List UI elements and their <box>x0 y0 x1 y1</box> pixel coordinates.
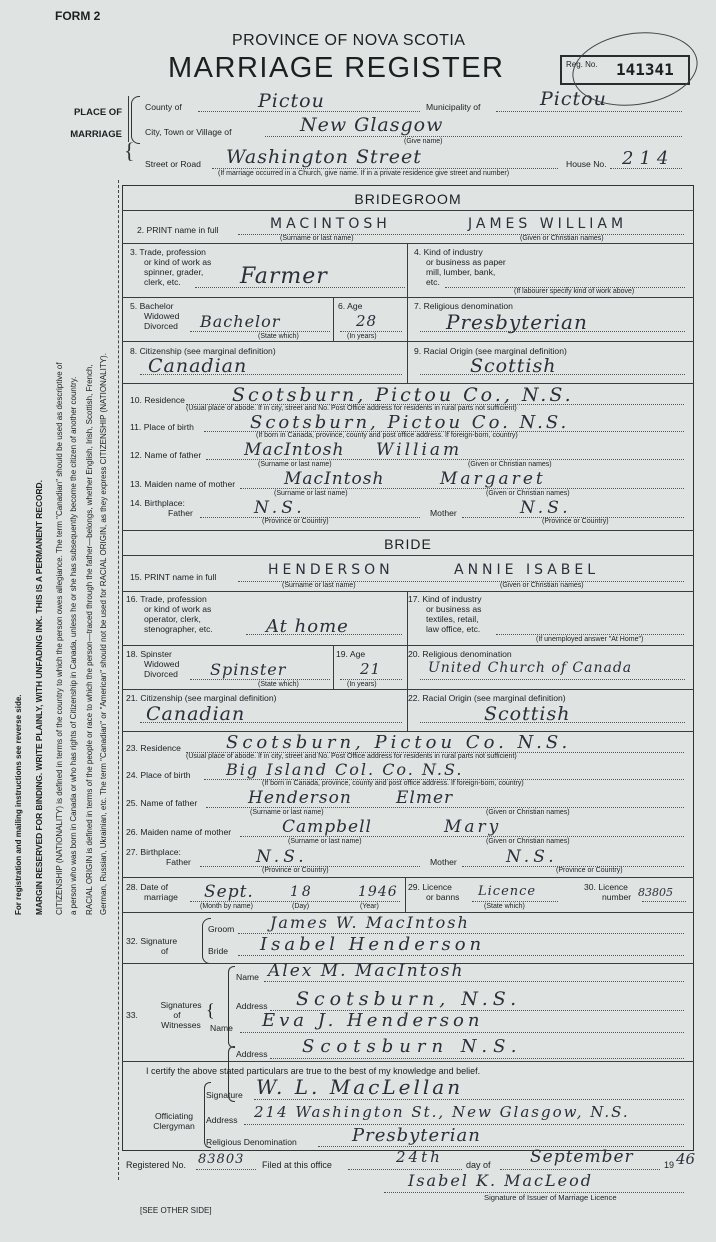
house-label: House No. <box>566 159 607 169</box>
groom-racial-label: 9. Racial Origin (see marginal definition) <box>414 346 567 356</box>
reg-no: 141341 <box>616 60 674 79</box>
groom-age: 28 <box>356 312 378 330</box>
w1-address-label: Address <box>236 1001 268 1011</box>
bride-religion: United Church of Canada <box>428 660 633 676</box>
filed-month: September <box>530 1147 634 1167</box>
municipality-value: Pictou <box>540 88 607 110</box>
bridegroom-heading: BRIDEGROOM <box>354 191 462 207</box>
issuer-signature: Isabel K. MacLeod <box>408 1171 593 1190</box>
registered-label: Registered No. <box>126 1160 187 1170</box>
groom-surname: MACINTOSH <box>270 216 391 232</box>
bride-father-bp-sub: (Province or Country) <box>262 867 329 874</box>
groom-sig-label: Groom <box>208 924 235 934</box>
groom-father-bp-sub: (Province or Country) <box>262 518 329 525</box>
w1-address: Scotsburn, N.S. <box>296 988 522 1010</box>
groom-trade-label: 3. Trade, profession or kind of work as spinner, grader, clerk, etc. <box>130 247 212 287</box>
bride-mother-bp-label: Mother <box>430 857 457 867</box>
groom-father-surname: MacIntosh <box>244 440 345 460</box>
bride-mother-surname: Campbell <box>282 817 372 837</box>
clergy-address-label: Address <box>206 1115 238 1125</box>
county-label: County of <box>145 102 182 112</box>
groom-father-sub-s: (Surname or last name) <box>258 461 332 468</box>
groom-father-birthplace: N.S. <box>254 498 306 518</box>
margin-citizenship-1: CITIZENSHIP (NATIONALITY) is defined in terms of the country to which the person owes allegiance. The term "Canadian" should be used as descriptive of <box>55 362 64 915</box>
bride-signature: Isabel Henderson <box>260 934 486 955</box>
bride-father-sub-s: (Surname or last name) <box>250 809 324 816</box>
groom-mother-bp-sub: (Province or Country) <box>542 518 609 525</box>
street-value: Washington Street <box>226 146 422 168</box>
groom-mother-given: Margaret <box>440 469 546 489</box>
w2-name: Eva J. Henderson <box>262 1010 484 1031</box>
bride-birth-label: 24. Place of birth <box>126 770 191 780</box>
groom-trade: Farmer <box>240 264 328 289</box>
groom-state-which: (State which) <box>258 333 299 340</box>
groom-name-label: 2. PRINT name in full <box>137 225 219 235</box>
bride-industry-label: 17. Kind of industry or business as textiles, retail, law office, etc. <box>408 594 482 634</box>
groom-birthplace-label: 14. Birthplace: Father <box>130 498 193 518</box>
bride-father-surname: Henderson <box>248 788 352 808</box>
bride-mother-sub-s: (Surname or last name) <box>288 838 362 845</box>
bride-name-label: 15. PRINT name in full <box>130 572 217 582</box>
bride-age: 21 <box>360 660 382 678</box>
house-value: 214 <box>622 148 675 169</box>
bride-mother-label: 26. Maiden name of mother <box>126 827 232 837</box>
margin-citizenship-2: a person who was born in Canada or who has rights of Citizenship in Canada, unless he or she has subsequently become the citizen of another country. <box>69 376 78 915</box>
street-label: Street or Road <box>145 159 201 169</box>
bride-father-label: 25. Name of father <box>126 798 198 808</box>
reg-no-label: Reg. No. <box>566 60 598 69</box>
w2-address-label: Address <box>236 1049 268 1059</box>
w2-name-label: Name <box>210 1023 233 1033</box>
bride-surname: HENDERSON <box>268 562 394 578</box>
margin-instructions: For registration and mailing instructions see reverse side. <box>14 694 23 915</box>
give-name-note: (Give name) <box>404 138 443 145</box>
bride-citizenship-label: 21. Citizenship (see marginal definition) <box>126 693 277 703</box>
street-note: (If marriage occurred in a Church, give name. If in a private residence give street and number) <box>218 170 510 177</box>
bride-mother-bp-sub: (Province or Country) <box>556 867 623 874</box>
filed-label: Filed at this office <box>262 1160 332 1170</box>
sig-couple-label: 32. Signature of <box>126 936 178 956</box>
clergy-sig-label: Signature <box>206 1090 243 1100</box>
groom-signature: James W. MacIntosh <box>270 913 470 932</box>
groom-birth-note: (If born in Canada, province, county and post office address. If foreign-born, country) <box>256 432 518 439</box>
margin-racial-1: RACIAL ORIGIN is defined in terms of the people or race to which the person—traced through the father—belongs, whether English, Irish, Scottish, French, <box>85 364 94 915</box>
bride-birth: Big Island Col. Co. N.S. <box>226 760 464 779</box>
day-of-label: day of <box>466 1160 491 1170</box>
groom-residence-note: (Usual place of abode. If in city, street and No. Post Office address for residents in rural parts not sufficient) <box>186 405 517 412</box>
groom-mother-surname: MacIntosh <box>284 469 385 489</box>
bride-father-given: Elmer <box>396 788 454 808</box>
groom-given-sub: (Given or Christian names) <box>520 235 604 242</box>
licence-number: 83805 <box>638 886 673 899</box>
city-value: New Glasgow <box>300 114 444 136</box>
year-prefix: 19 <box>664 1160 675 1170</box>
groom-age-label: 6. Age <box>338 301 363 311</box>
city-label: City, Town or Village of <box>145 127 232 137</box>
registered-no: 83803 <box>198 1152 245 1167</box>
bride-mother-sub-g: (Given or Christian names) <box>486 838 570 845</box>
bride-mother-given: Mary <box>444 817 502 837</box>
groom-father-label: 12. Name of father <box>130 450 202 460</box>
licence-banns-sub: (State which) <box>484 903 525 910</box>
licence-banns-label: 29. Licence or banns <box>408 882 460 902</box>
groom-residence: Scotsburn, Pictou Co., N.S. <box>232 384 574 406</box>
marriage-day: 18 <box>290 884 314 900</box>
filed-day: 24th <box>396 1148 443 1166</box>
groom-mother-sub-s: (Surname or last name) <box>274 490 348 497</box>
county-value: Pictou <box>258 90 325 112</box>
groom-birth-label: 11. Place of birth <box>130 422 194 432</box>
bride-in-years: (In years) <box>347 681 377 688</box>
bride-heading: BRIDE <box>384 536 432 552</box>
groom-mother-birthplace: N.S. <box>520 498 572 518</box>
groom-given: JAMES WILLIAM <box>468 216 628 232</box>
groom-citizenship: Canadian <box>148 355 248 377</box>
see-other-side: [SEE OTHER SIDE] <box>140 1206 212 1215</box>
groom-in-years: (In years) <box>347 333 377 340</box>
groom-industry-note: (If labourer specify kind of work above) <box>514 288 635 295</box>
w1-name: Alex M. MacIntosh <box>268 961 465 981</box>
bride-age-label: 19. Age <box>336 649 366 659</box>
marriage-date-label: 28. Date of marriage <box>126 882 178 902</box>
bride-residence: Scotsburn, Pictou Co. N.S. <box>226 732 572 753</box>
municipality-label: Municipality of <box>426 102 481 112</box>
witnesses-label: Signatures 33. of Witnesses <box>126 1000 202 1030</box>
w2-address: Scotsburn N.S. <box>302 1036 523 1057</box>
marriage-month-sub: (Month by name) <box>200 903 253 910</box>
clergy-address: 214 Washington St., New Glasgow, N.S. <box>254 1103 630 1121</box>
licence-number-label: 30. Licence number <box>584 882 632 902</box>
groom-mother-sub-g: (Given or Christian names) <box>486 490 570 497</box>
bride-religion-label: 20. Religious denomination <box>408 649 512 659</box>
groom-religion-label: 7. Religious denomination <box>414 301 513 311</box>
bride-given: ANNIE ISABEL <box>454 562 600 578</box>
bride-birthplace-label: 27. Birthplace: Father <box>126 847 191 867</box>
clergy-signature: W. L. MacLellan <box>256 1075 464 1099</box>
bride-trade: At home <box>266 616 349 637</box>
margin-reserved: MARGIN RESERVED FOR BINDING. WRITE PLAINLY, WITH UNFADING INK. THIS IS A PERMANENT RECORD. <box>34 480 44 915</box>
marriage-year-sub: (Year) <box>360 903 379 910</box>
bride-racial-label: 22. Racial Origin (see marginal definition) <box>408 693 566 703</box>
form-number: FORM 2 <box>55 9 101 23</box>
margin-racial-2: German, Russian, Ukrainian, etc. The term "Canadian" or "American" should not be used for RACIAL ORIGIN, as they express CITIZENSHIP (NATIONALITY). <box>99 353 108 915</box>
issuer-label: Signature of Issuer of Marriage Licence <box>484 1193 617 1202</box>
groom-father-given: William <box>376 440 463 460</box>
bride-racial: Scottish <box>484 703 571 725</box>
clergy-label: Officiating Clergyman <box>153 1111 195 1131</box>
bride-citizenship: Canadian <box>146 703 246 725</box>
bride-father-sub-g: (Given or Christian names) <box>486 809 570 816</box>
bride-trade-label: 16. Trade, profession or kind of work as operator, clerk, stenographer, etc. <box>126 594 213 634</box>
filed-year: 46 <box>676 1150 696 1168</box>
groom-religion: Presbyterian <box>446 310 588 334</box>
clergy-religion: Presbyterian <box>352 1125 481 1146</box>
marriage-year: 1946 <box>358 884 398 900</box>
page-title: MARRIAGE REGISTER <box>168 52 505 84</box>
bride-state-which: (State which) <box>258 681 299 688</box>
groom-residence-label: 10. Residence <box>130 395 185 405</box>
groom-surname-sub: (Surname or last name) <box>280 235 354 242</box>
groom-father-sub-g: (Given or Christian names) <box>468 461 552 468</box>
bride-status-label: 18. Spinster Widowed Divorced <box>126 649 180 679</box>
bride-residence-note: (Usual place of abode. If in city, street and No. Post Office address for residents in rural parts not sufficient) <box>186 753 517 760</box>
bride-status: Spinster <box>210 660 287 679</box>
marriage-day-sub: (Day) <box>292 903 310 910</box>
groom-mother-label: 13. Maiden name of mother <box>130 479 236 489</box>
place-label: PLACE OF MARRIAGE <box>70 107 122 140</box>
groom-mother-bp-label: Mother <box>430 508 457 518</box>
groom-birth: Scotsburn, Pictou Co. N.S. <box>250 412 570 433</box>
bride-residence-label: 23. Residence <box>126 743 181 753</box>
groom-citizenship-label: 8. Citizenship (see marginal definition) <box>130 346 276 356</box>
groom-status-label: 5. Bachelor Widowed Divorced <box>130 301 180 331</box>
licence-banns: Licence <box>478 884 537 899</box>
certify-text: I certify the above stated particulars are true to the best of my knowledge and belief. <box>146 1066 481 1076</box>
groom-racial: Scottish <box>470 355 557 377</box>
bride-surname-sub: (Surname or last name) <box>282 582 356 589</box>
bride-industry-note: (If unemployed answer "At Home") <box>536 636 644 643</box>
bride-father-birthplace: N.S. <box>256 847 308 867</box>
w1-name-label: Name <box>236 972 259 982</box>
bride-birth-note: (If born in Canada, province, county and post office address. If foreign-born, country) <box>262 780 524 787</box>
bride-given-sub: (Given or Christian names) <box>500 582 584 589</box>
province-heading: PROVINCE OF NOVA SCOTIA <box>232 32 466 49</box>
groom-industry-label: 4. Kind of industry or business as paper mill, lumber, bank, etc. <box>414 247 506 287</box>
groom-status: Bachelor <box>200 312 281 331</box>
bride-mother-birthplace: N.S. <box>506 847 558 867</box>
clergy-relig-label: Religious Denomination <box>206 1137 297 1147</box>
marriage-month: Sept. <box>204 882 254 902</box>
bride-sig-label: Bride <box>208 946 229 956</box>
